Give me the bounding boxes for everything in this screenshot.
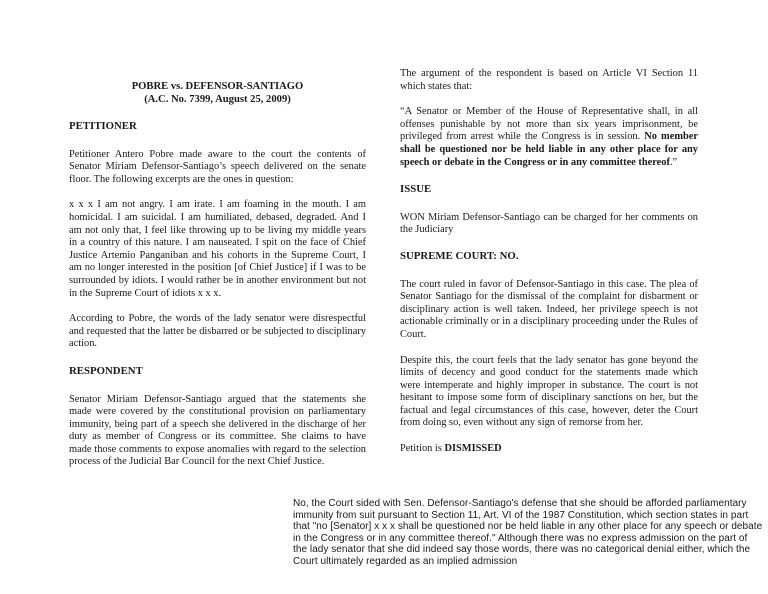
quote-bold: No member shall be questioned nor be held liable in any other place for any speech or debate in the Congress or in any committee thereof [400, 131, 698, 168]
ruling-dismissed: DISMISSED [444, 443, 502, 455]
issue-text: WON Miriam Defensor-Santiago can be charged for her comments on the Judiciary [400, 211, 698, 236]
ruling-line [400, 443, 698, 456]
quote-plain: “A Senator or Member of the House of Representative shall, in all offenses punishable by not more than six years imprisonment, be privileged from arrest while the Congress is in session. [400, 106, 698, 143]
argument-intro: The argument of the respondent is based on Article VI Section 11 which states that: [400, 68, 698, 92]
constitution-quote [400, 106, 698, 169]
petitioner-heading: PETITIONER [69, 120, 137, 132]
respondent-text: Senator Miriam Defensor-Santiago argued that the statements she made were covered by the constitutional provision on parliamentary immunity, being part of a speech she delivered in the discharge of her duty as member of Congress or its committee. She claims to have made those comments to expose anomalies with regard to the selection process of the Judicial Bar Council for the next Chief Justice. [69, 393, 366, 468]
ruling-paragraph-1: The court ruled in favor of Defensor-Santiago in this case. The plea of Senator Santiago for the dismissal of the complaint for disbarment or disciplinary action is well taken. Indeed, her privilege speech is not actionable criminally or in a disciplinary proceeding under the Rules of Court. [400, 278, 698, 340]
quote-end: .” [669, 156, 678, 168]
respondent-heading: RESPONDENT [69, 364, 143, 377]
case-title: POBRE vs. DEFENSOR-SANTIAGO [131, 81, 304, 92]
speech-excerpt: x x x I am not angry. I am irate. I am foaming in the mouth. I am homicidal. I am suicidal. I am humiliated, debased, degraded. And I am not only that, I feel like throwing up to be living my middle years in a country of this nature. I am nauseated. I spit on the face of Chief Justice Artemio Panganiban and his cohorts in the Supreme Court, I am no longer interested in the position [of Chief Justice] if I was to be surrounded by idiots. I would rather be in another environment but not in the Supreme Court of idiots x x x. [69, 199, 366, 299]
ruling-prefix: Petition is [400, 443, 445, 455]
petitioner-intro: Petitioner Antero Pobre made aware to the court the contents of Senator Miriam Defensor-Santiago’s speech delivered on the senate floor. The following excerpts are the ones in question: [69, 148, 366, 185]
case-citation: (A.C. No. 7399, August 25, 2009) [144, 94, 291, 105]
ruling-paragraph-2: Despite this, the court feels that the lady senator has gone beyond the limits of decency and good conduct for the statements made which were intemperate and highly improper in substance. The court is not hesitant to impose some form of disciplinary sanctions on her, but the factual and legal circumstances of this case, however, deter the Court from doing so, even without any sign of remorse from her. [400, 354, 698, 429]
annotation-note: No, the Court sided with Sen. Defensor-Santiago's defense that she should be afforded parliamentary immunity from suit pursuant to Section 11, Art. VI of the 1987 Constitution, which section states in part that "no [Senator] x x x shall be questioned nor be held liable in any other place for any speech or debate in the Congress or in any committee thereof." Although there was no express admission on the part of the lady senator that she did indeed say those words, there was no categorical denial either, which the Court ultimately regarded as an implied admission [293, 498, 763, 567]
right-column [400, 68, 698, 456]
issue-heading: ISSUE [400, 183, 432, 196]
petitioner-conclusion: According to Pobre, the words of the lady senator were disrespectful and requested that the latter be disbarred or be subjected to disciplinary action. [69, 313, 366, 350]
supreme-court-heading: SUPREME COURT: NO. [400, 249, 519, 262]
left-column [69, 80, 366, 469]
